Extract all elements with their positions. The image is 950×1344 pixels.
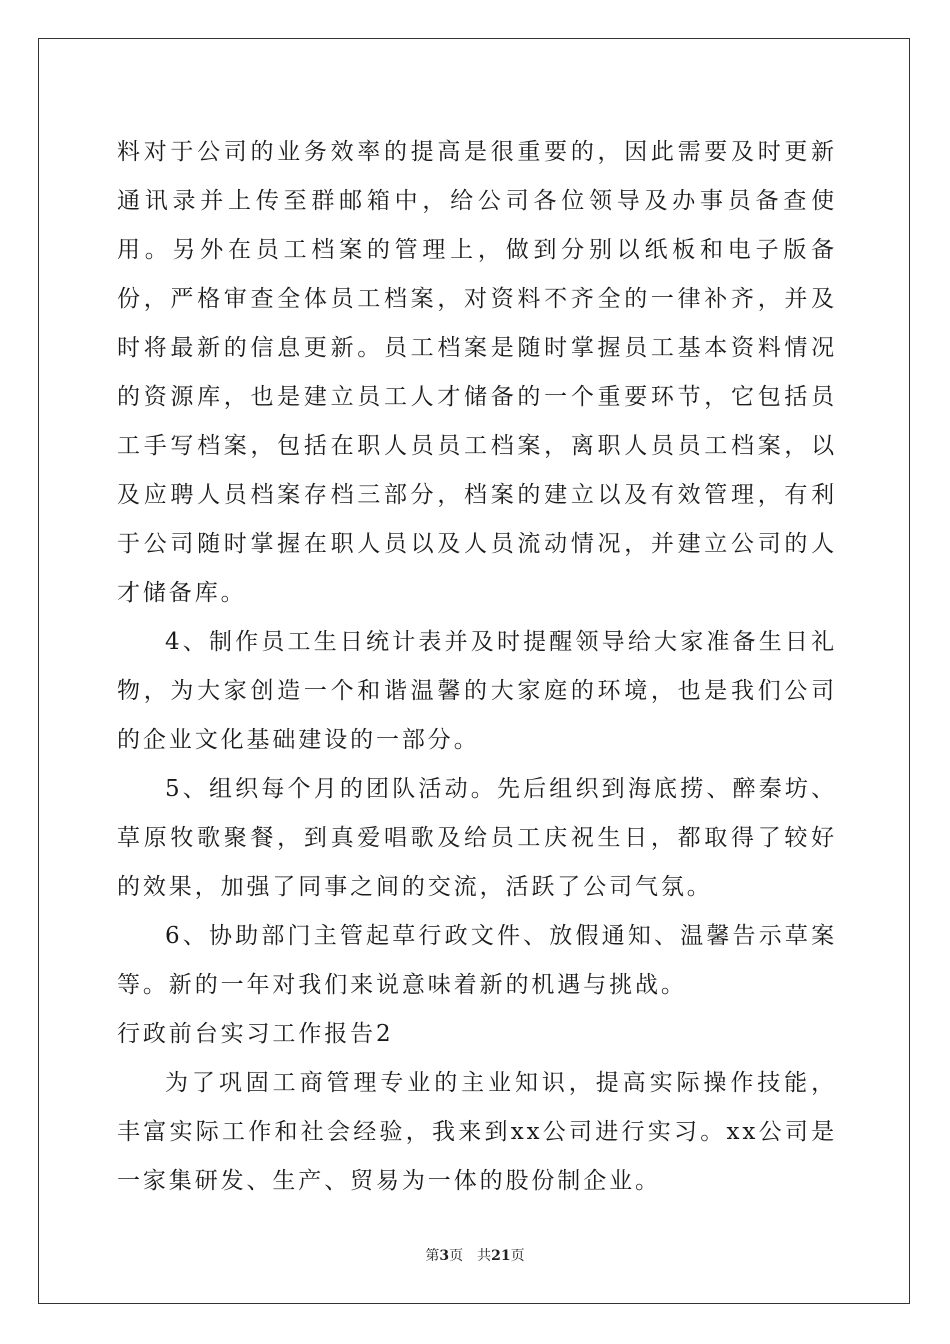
paragraph-1: 料对于公司的业务效率的提高是很重要的，因此需要及时更新通讯录并上传至群邮箱中，给公司各位领导及办事员备查使用。另外在员工档案的管理上，做到分别以纸板和电子版备份，严格审查全体员工档案，对资料不齐全的一律补齐，并及时将最新的信息更新。员工档案是随时掌握员工基本资料情况的资源库，也是建立员工人才储备的一个重要环节，它包括员工手写档案，包括在职人员员工档案，离职人员员工档案，以及应聘人员档案存档三部分，档案的建立以及有效管理，有利于公司随时掌握在职人员以及人员流动情况，并建立公司的人才储备库。 [117,139,837,606]
section-heading: 行政前台实习工作报告2 [117,1021,394,1047]
document-body [117,128,837,1206]
page-suffix: 页 [449,1248,464,1264]
paragraph-item-5: 5、组织每个月的团队活动。先后组织到海底捞、醉秦坊、草原牧歌聚餐，到真爱唱歌及给员工庆祝生日，都取得了较好的效果，加强了同事之间的交流，活跃了公司气氛。 [117,776,837,900]
page-footer [0,1246,950,1266]
total-prefix: 共 [477,1248,492,1264]
page-number: 3 [439,1248,450,1264]
total-pages: 21 [491,1248,511,1264]
paragraph-item-6: 6、协助部门主管起草行政文件、放假通知、温馨告示草案等。新的一年对我们来说意味着新的机遇与挑战。 [117,923,837,998]
total-suffix: 页 [510,1248,525,1264]
paragraph-intro: 为了巩固工商管理专业的主业知识，提高实际操作技能，丰富实际工作和社会经验，我来到xx公司进行实习。xx公司是一家集研发、生产、贸易为一体的股份制企业。 [117,1070,837,1194]
paragraph-item-4: 4、制作员工生日统计表并及时提醒领导给大家准备生日礼物，为大家创造一个和谐温馨的大家庭的环境，也是我们公司的企业文化基础建设的一部分。 [117,629,837,753]
page-prefix: 第 [425,1248,440,1264]
